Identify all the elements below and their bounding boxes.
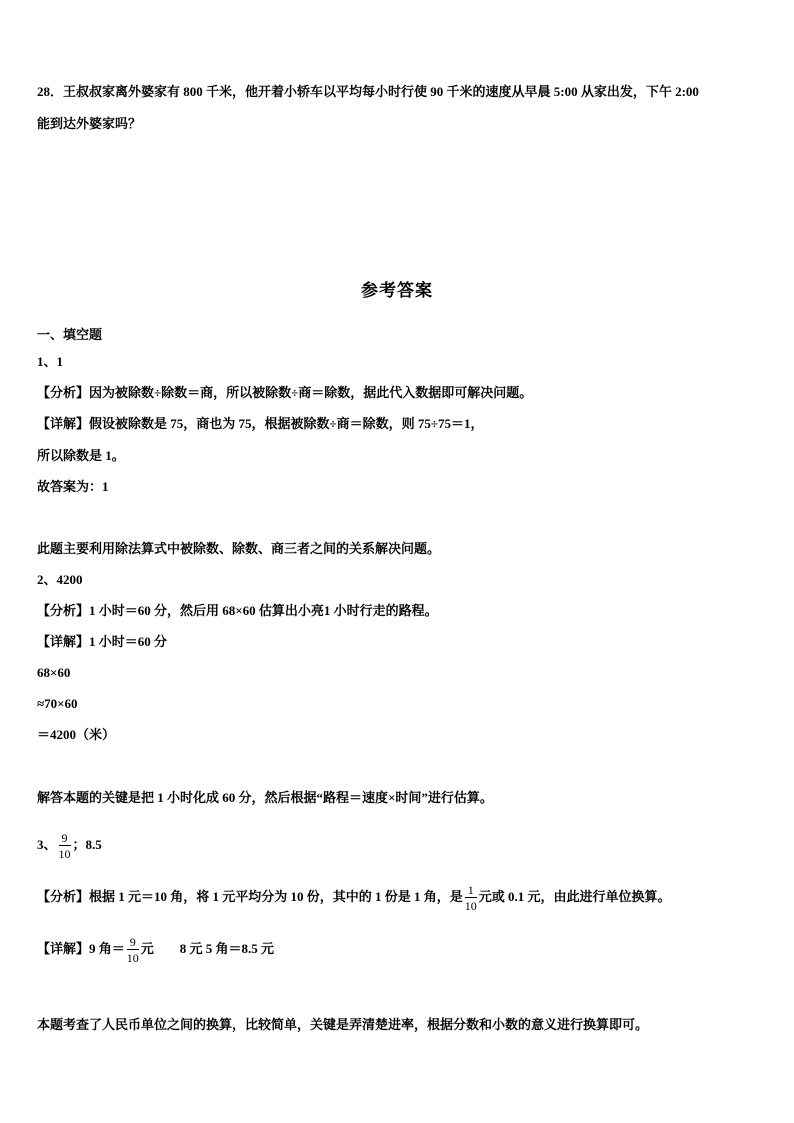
answer-title: 参考答案 [361,281,433,301]
q3-comment: 本题考查了人民币单位之间的换算，比较简单，关键是弄清楚进率，根据分数和小数的意义进行换算即可。 [37,1017,649,1032]
q1-detail: 【详解】假设被除数是 75，商也为 75，根据被除数÷商＝除数，则 75÷75＝1， [37,416,484,431]
q3-detail-fraction [127,935,139,965]
fraction-denominator: 10 [464,899,477,914]
fraction-numerator: 9 [61,831,68,846]
q3-analysis-text-end: 元或 0.1 元，由此进行单位换算。 [478,889,671,904]
fraction-denominator: 10 [126,951,139,966]
q3-analysis [37,880,671,914]
fraction-numerator: 1 [467,883,474,898]
q1-comment: 此题主要利用除法算式中被除数、除数、商三者之间的关系解决问题。 [37,541,441,556]
q3-analysis-text: 【分析】根据 1 元＝10 角，将 1 元平均分为 10 份，其中的 1 份是 1 角，是 [37,889,463,904]
q1-analysis: 【分析】因为被除数÷除数＝商，所以被除数÷商＝除数，据此代入数据即可解决问题。 [37,385,533,400]
q3-detail [37,932,274,966]
q2-detail: 【详解】1 小时＝60 分 [37,634,168,649]
question-28-line1: 28．王叔叔家离外婆家有 800 千米，他开着小轿车以平均每小时行使 90 千米的速度从早晨 5:00 从家出发，下午 2:00 [37,84,699,99]
q1-answer: 1、1 [37,354,64,369]
q2-comment: 解答本题的关键是把 1 小时化成 60 分，然后根据“路程＝速度×时间”进行估算。 [37,790,493,805]
section-heading: 一、填空题 [37,327,103,342]
question-28-line2: 能到达外婆家吗？ [37,116,142,131]
q2-answer: 2、4200 [37,572,83,587]
q1-final: 故答案为：1 [37,479,109,494]
q2-step3: ＝4200（米） [37,727,116,742]
q3-detail-text: 【详解】9 角＝ [37,941,125,956]
q3-detail-text-end: 元 8 元 5 角＝8.5 元 [140,941,275,956]
q2-analysis: 【分析】1 小时＝60 分，然后用 68×60 估算出小亮1 小时行走的路程。 [37,603,438,618]
q3-prefix: 3、 [37,837,57,852]
q3-answer [37,828,102,862]
q3-suffix: ；8.5 [72,837,102,852]
q3-fraction [59,831,71,861]
fraction-numerator: 9 [129,935,136,950]
q2-step2: ≈70×60 [37,696,78,711]
q3-analysis-fraction [465,883,477,913]
fraction-denominator: 10 [58,847,71,862]
q1-detail2: 所以除数是 1。 [37,448,125,463]
q2-step1: 68×60 [37,665,71,680]
